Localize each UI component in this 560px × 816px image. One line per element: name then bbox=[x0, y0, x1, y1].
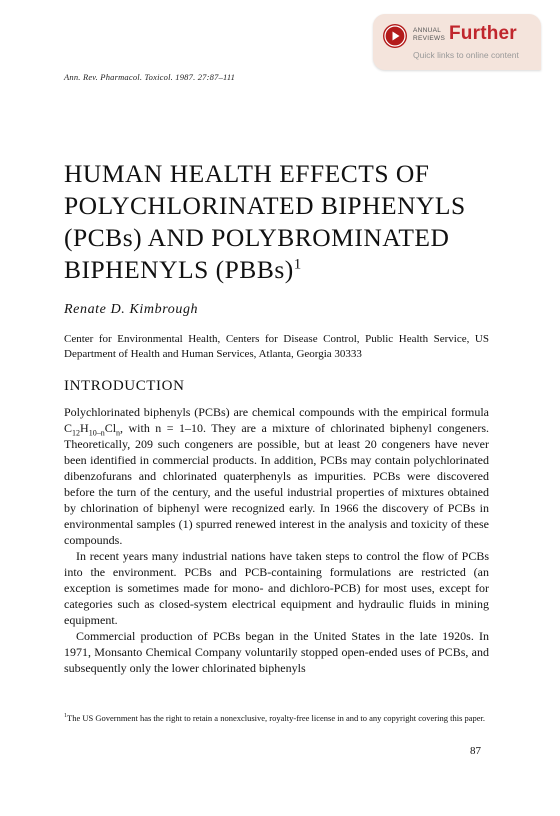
page-number: 87 bbox=[470, 745, 481, 757]
footnote: $^1$The US Government has the right to retain a nonexclusive, royalty-free license in and to any copyright covering this paper. bbox=[64, 713, 486, 723]
play-arrow-icon bbox=[383, 24, 407, 48]
journal-citation: Ann. Rev. Pharmacol. Toxicol. 1987. 27:87–111 bbox=[64, 72, 236, 82]
paragraph: Commercial production of PCBs began in the United States in the late 1920s. In 1971, Monsanto Chemical Company voluntarily stopped open-ended uses of PCBs, and subsequently only the lower chlorinated biphenyls bbox=[64, 629, 489, 675]
author-affiliation: Center for Environmental Health, Centers for Disease Control, Public Health Service, US Department of Health and Human Services, Atlanta, Georgia 30333 bbox=[64, 333, 489, 360]
badge-tagline[interactable]: Quick links to online content bbox=[413, 50, 519, 60]
footnote-mark: 1 bbox=[64, 713, 67, 720]
paper-title: HUMAN HEALTH EFFECTS OF POLYCHLORINATED BIPHENYLS (PCBs) AND POLYBROMINATED BIPHENYLS (PBBs)$^1$ bbox=[64, 159, 466, 284]
further-brand: Further bbox=[449, 23, 517, 44]
paragraph: In recent years many industrial nations have taken steps to control the flow of PCBs into the environment. PCBs and PCB-containing formulations are restricted (an exception is sometimes made for mono- and dichloro-PCB) for most uses, except for categories such as closed-system electrical equipment and hydraulic fluids in mining equipment. bbox=[64, 549, 489, 627]
title-footnote-mark: 1 bbox=[293, 256, 302, 273]
chemical-formula: $C_{12}H_{10-n}Cl_n$ bbox=[64, 421, 121, 438]
annual-reviews-logo-text: ANNUAL REVIEWS bbox=[413, 27, 446, 42]
further-badge[interactable] bbox=[373, 14, 541, 70]
section-heading: INTRODUCTION bbox=[64, 378, 185, 394]
author-name: Renate D. Kimbrough bbox=[64, 302, 199, 317]
body-text bbox=[64, 404, 489, 676]
paragraph: Polychlorinated biphenyls (PCBs) are chemical compounds with the empirical formula $C_{12}H_{10-n}Cl_n$, with n = 1–10. They are a mixture of chlorinated biphenyl congeners. Theoretically, 209 such congeners are possible, but at least 20 congeners have never been identified in commercial products. In addition, PCBs may contain polychlorinated dibenzofurans and chlorinated quaterphenyls as impurities. PCBs were discovered before the turn of the century, and the useful industrial properties of mixtures obtained by chlorination of biphenyl were recognized early. In 1966 the discovery of PCBs in environmental samples (1) spurred renewed interest in the analysis and toxicity of these compounds. bbox=[64, 405, 489, 547]
